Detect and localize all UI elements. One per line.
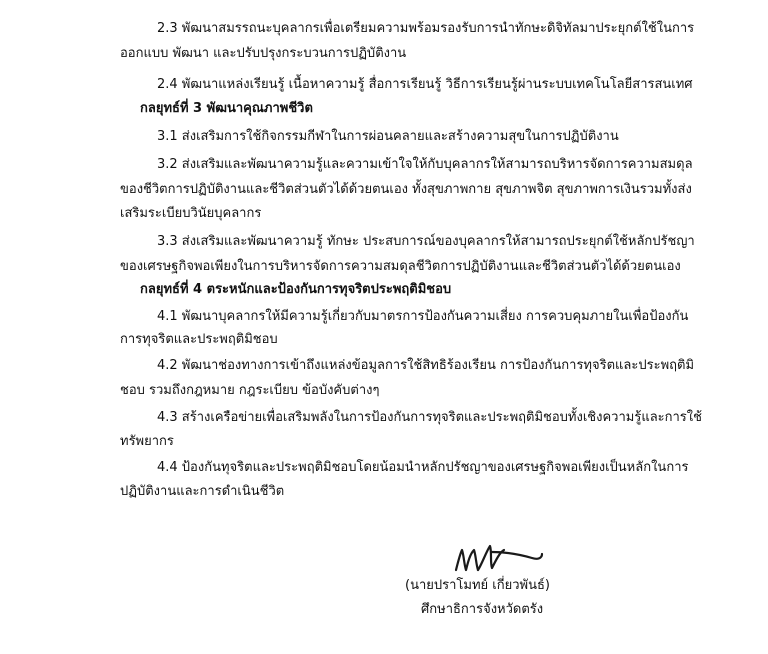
item-3-2-line-2: ของชีวิตการปฏิบัติงานและชีวิตส่วนตัวได้ด้วยตนเอง ทั้งสุขภาพกาย สุขภาพจิต สุขภาพการเงินรวมทั้งส่ง [120,182,692,197]
item-4-3-line-1: 4.3 สร้างเครือข่ายเพื่อเสริมพลังในการป้องกันการทุจริตและประพฤติมิชอบทั้งเชิงความรู้และการใช้ [157,410,702,425]
handwritten-signature [452,540,544,574]
signer-name: (นายปราโมทย์ เกี่ยวพันธ์) [405,578,550,593]
strategy-4-heading: กลยุทธ์ที่ 4 ตระหนักและป้องกันการทุจริตประพฤติมิชอบ [140,282,452,297]
item-3-3-line-2: ของเศรษฐกิจพอเพียงในการบริหารจัดการความสมดุลชีวิตการปฏิบัติงานและชีวิตส่วนตัวได้ด้วยตนเอง [120,259,681,274]
item-4-3-line-2: ทรัพยากร [120,434,174,449]
item-3-1-line-1: 3.1 ส่งเสริมการใช้กิจกรรมกีฬาในการผ่อนคลายและสร้างความสุขในการปฏิบัติงาน [157,129,619,144]
item-2-3-line-1: 2.3 พัฒนาสมรรถนะบุคลากรเพื่อเตรียมความพร้อมรองรับการนำทักษะดิจิทัลมาประยุกต์ใช้ในการ [157,21,695,36]
item-2-3-line-2: ออกแบบ พัฒนา และปรับปรุงกระบวนการปฏิบัติงาน [120,46,407,61]
item-4-1-line-2: การทุจริตและประพฤติมิชอบ [120,332,278,347]
item-3-3-line-1: 3.3 ส่งเสริมและพัฒนาความรู้ ทักษะ ประสบการณ์ของบุคลากรให้สามารถประยุกต์ใช้หลักปรัชญา [157,234,695,249]
item-3-2-line-1: 3.2 ส่งเสริมและพัฒนาความรู้และความเข้าใจให้กับบุคลากรให้สามารถบริหารจัดการความสมดุล [157,157,693,172]
signer-title: ศึกษาธิการจังหวัดตรัง [421,602,544,617]
item-4-2-line-1: 4.2 พัฒนาช่องทางการเข้าถึงแหล่งข้อมูลการใช้สิทธิร้องเรียน การป้องกันการทุจริตและประพฤติมิ [157,358,695,373]
strategy-3-heading: กลยุทธ์ที่ 3 พัฒนาคุณภาพชีวิต [140,101,313,116]
item-2-4-line-1: 2.4 พัฒนาแหล่งเรียนรู้ เนื้อหาความรู้ สื่อการเรียนรู้ วิธีการเรียนรู้ผ่านระบบเทคโนโลยีสารสนเทศ [157,77,693,92]
item-4-1-line-1: 4.1 พัฒนาบุคลากรให้มีความรู้เกี่ยวกับมาตรการป้องกันความเสี่ยง การควบคุมภายในเพื่อป้องกัน [157,309,689,324]
item-4-4-line-1: 4.4 ป้องกันทุจริตและประพฤติมิชอบโดยน้อมนำหลักปรัชญาของเศรษฐกิจพอเพียงเป็นหลักในการ [157,460,689,475]
item-4-4-line-2: ปฏิบัติงานและการดำเนินชีวิต [120,484,285,499]
item-4-2-line-2: ชอบ รวมถึงกฎหมาย กฎระเบียบ ข้อบังคับต่างๆ [120,383,380,398]
item-3-2-line-3: เสริมระเบียบวินัยบุคลากร [120,206,262,221]
